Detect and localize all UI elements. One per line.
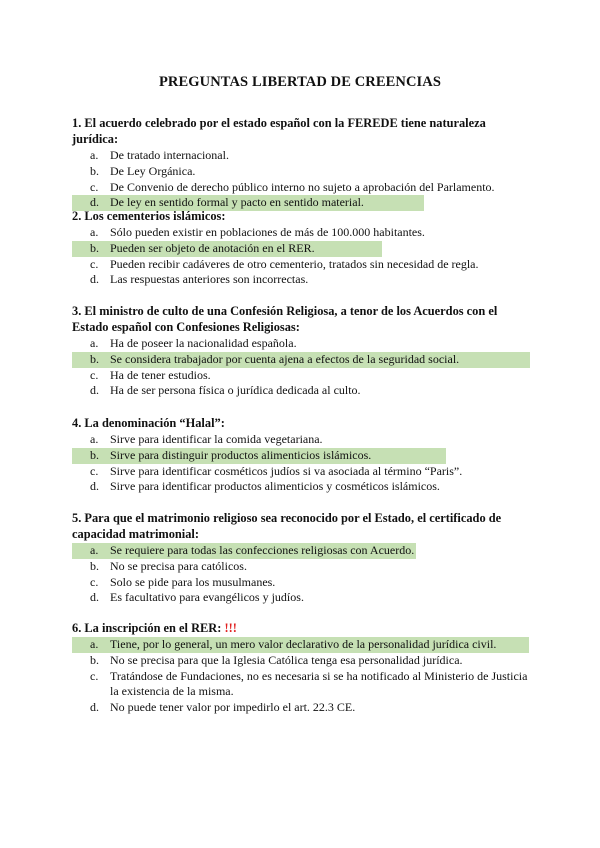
option-c: c. De Convenio de derecho público interno no sujeto a aprobación del Parlamento. [90,179,495,194]
option-b: b. De Ley Orgánica. [90,163,196,178]
option-c: c. Sirve para identificar cosméticos judíos si va asociada al término “Paris”. [90,463,463,478]
question-6 [72,620,532,716]
question-1 [72,115,532,211]
option-d: d. Ha de ser persona física o jurídica dedicada al culto. [90,383,361,398]
question-2 [72,208,532,288]
option-a-correct: a. Tiene, por lo general, un mero valor declarativo de la personalidad jurídica civil. [72,637,529,653]
question-4 [72,415,532,495]
question-heading: 5. Para que el matrimonio religioso sea reconocido por el Estado, el certificado de capacidad matrimonial: [72,511,502,541]
question-heading: 2. Los cementerios islámicos: [72,209,226,223]
option-c: c. Tratándose de Fundaciones, no es necesaria si se ha notificado al Ministerio de Justicia la existencia de la misma. [90,668,528,699]
options-list [72,148,532,211]
question-heading: 6. La inscripción en el RER: !!! [72,621,237,635]
option-d: d. Es facultativo para evangélicos y judíos. [90,590,304,605]
alert-marks: !!! [224,621,237,635]
options-list [72,336,532,399]
option-d: d. Las respuestas anteriores son incorrectas. [90,272,309,287]
question-heading: 1. El acuerdo celebrado por el estado español con la FEREDE tiene naturaleza jurídica: [72,116,486,146]
options-list [72,225,532,288]
option-d-correct: d. De ley en sentido formal y pacto en sentido material. [72,195,424,211]
option-c: c. Solo se pide para los musulmanes. [90,574,276,589]
options-list [72,543,532,606]
option-b-correct: b. Se considera trabajador por cuenta ajena a efectos de la seguridad social. [72,352,530,368]
option-a-correct: a. Se requiere para todas las confecciones religiosas con Acuerdo. [72,543,416,559]
option-c: c. Ha de tener estudios. [90,367,211,382]
option-d: d. Sirve para identificar productos alimenticios y cosméticos islámicos. [90,479,440,494]
question-heading: 4. La denominación “Halal”: [72,416,225,430]
option-b-correct: b. Sirve para distinguir productos alimenticios islámicos. [72,448,446,464]
question-heading: 3. El ministro de culto de una Confesión Religiosa, a tenor de los Acuerdos con el Estado español con Confesiones Religiosas: [72,304,498,334]
options-list [72,432,532,495]
option-b: b. No se precisa para que la Iglesia Católica tenga esa personalidad jurídica. [90,652,463,667]
option-a: a. Sólo pueden existir en poblaciones de más de 100.000 habitantes. [90,225,425,239]
page-title: PREGUNTAS LIBERTAD DE CREENCIAS [158,74,442,90]
question-3 [72,303,532,399]
options-list [72,637,532,716]
option-b: b. No se precisa para católicos. [90,558,247,573]
option-d: d. No puede tener valor por impedirlo el art. 22.3 CE. [90,700,356,715]
option-a: a. De tratado internacional. [90,148,229,162]
option-a: a. Sirve para identificar la comida vegetariana. [90,432,323,446]
option-c: c. Pueden recibir cadáveres de otro cementerio, tratados sin necesidad de regla. [90,256,479,271]
option-a: a. Ha de poseer la nacionalidad española. [90,336,297,350]
option-b-correct: b. Pueden ser objeto de anotación en el RER. [72,241,382,257]
question-5 [72,510,532,606]
